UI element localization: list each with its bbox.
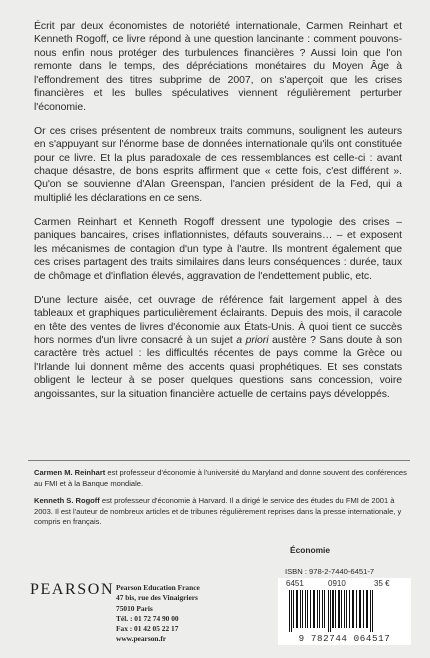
- publisher-address: [116, 583, 200, 645]
- barcode-bar: [344, 590, 345, 628]
- barcode-bar: [291, 590, 292, 632]
- bio-rogoff: [34, 496, 409, 528]
- barcode-bars: [287, 590, 402, 632]
- barcode-bar: [300, 590, 301, 628]
- barcode-bar: [289, 590, 290, 632]
- divider-rule: [28, 460, 410, 461]
- author-bios: [34, 468, 409, 535]
- bio-reinhart: [34, 468, 409, 489]
- publisher-fax: Fax : 01 42 05 22 17: [116, 624, 179, 634]
- bio-name-reinhart: Carmen M. Reinhart: [34, 468, 106, 477]
- barcode-bar: [335, 590, 336, 628]
- barcode-bar: [305, 590, 306, 628]
- barcode-block: [278, 578, 411, 645]
- blurb-text: [34, 20, 402, 412]
- barcode-bar: [317, 590, 318, 628]
- barcode-bar: [341, 590, 342, 628]
- pearson-logo: PEARSON: [30, 581, 115, 598]
- barcode-bar: [346, 590, 347, 628]
- barcode-bar: [293, 590, 294, 628]
- barcode-bar: [313, 590, 315, 628]
- blurb-paragraph-4: [34, 294, 402, 402]
- blurb-paragraph-3: Carmen Reinhart et Kenneth Rogoff dressent une typologie des crises – paniques bancaires, crises inflationnistes, défauts souverains… – et exposent les mécanismes de contagion d'un type à l'autre. Ils montrent également que ces crises partagent des traits similaires dans leurs conséquences : durée, taux de chômage et d'inflation élevés, aggravation de l'endettement public, etc.: [34, 216, 402, 282]
- barcode-code-left: 6451: [286, 579, 304, 588]
- barcode-bar: [324, 590, 325, 628]
- barcode-bar: [328, 590, 329, 632]
- barcode-bar: [349, 590, 350, 628]
- barcode-bar: [372, 590, 373, 632]
- blurb-paragraph-1: Écrit par deux économistes de notoriété internationale, Carmen Reinhart et Kenneth Rogoff, ce livre répond à une question lancinante : comment pouvons-nous enfin nous protéger des turbulences financières ? Aussi loin que l'on remonte dans le temps, des dépréciations monétaires du Moyen Âge à l'effondrement des titres subprime de 2007, on s'aperçoit que les crises financières et les bulles spéculatives viennent régulièrement perturber l'économie.: [34, 21, 402, 113]
- barcode-bar: [366, 590, 368, 628]
- isbn-label: ISBN : 978-2-7440-6451-7: [285, 567, 375, 576]
- publisher-street: 47 bis, rue des Vinaigriers: [116, 593, 198, 603]
- bio-text-rogoff: est professeur d'économie à Harvard. Il a dirigé le service des études du FMI de 2001 à 2003. Il est l'auteur de nombreux articles et de tribunes régulièrement reprises dans la presse internationale, y compris en français.: [34, 496, 402, 527]
- bio-name-rogoff: Kenneth S. Rogoff: [34, 496, 100, 506]
- blurb-p4-text-a: D'une lecture aisée, cet ouvrage de référence fait largement appel à des tableaux et graphiques particulièrement éclairants. Depuis des mois, il caracole en tête des ventes de livres d'économie aux États-Unis. À quoi tient ce succès hors normes d'un livre consacré à un sujet: [34, 294, 402, 347]
- publisher-web: www.pearson.fr: [116, 634, 167, 644]
- publisher-city: 75010 Paris: [116, 603, 153, 613]
- barcode-bar: [359, 590, 361, 628]
- barcode-bar: [332, 590, 334, 628]
- barcode-bar: [370, 590, 371, 632]
- publisher-name: Pearson Education France: [116, 583, 200, 592]
- barcode-price: 35 €: [374, 579, 390, 588]
- category-label: Économie: [290, 545, 331, 555]
- barcode-bar: [330, 590, 331, 632]
- blurb-paragraph-2: Or ces crises présentent de nombreux traits communs, soulignent les auteurs en s'appuyant sur l'énorme base de données internationale qu'ils ont constituée pour ce livre. Et la plus paradoxale de ces ressemblances est celle-ci : avant chaque désastre, de bons esprits affirment que « cette fois, c'est différent ». Qu'on se souvienne d'Alan Greenspan, l'ancien président de la Fed, qui a multiplié les déclarations en ce sens.: [34, 125, 402, 204]
- barcode-bar: [363, 590, 364, 628]
- barcode-bar: [322, 590, 323, 628]
- barcode-bar: [302, 590, 303, 628]
- barcode-bar: [310, 590, 311, 628]
- barcode-bar: [338, 590, 340, 628]
- bio-text-reinhart: est professeur d'économie à l'université du Maryland and donne souvent des conférences au FMI et à la Banque mondiale.: [34, 468, 407, 488]
- blurb-p4-text-b: austère ? Sans doute à son caractère très actuel : les difficultés récentes de pays comme la Grèce ou l'Irlande lui donnent même des accents quasi prophétiques. Et ses constats obligent le lecteur à se poser quelques questions sans concession, voire angoissantes, sur la situation financière actuelle de certains pays développés.: [34, 335, 402, 400]
- barcode-bar: [296, 590, 298, 628]
- barcode-code-mid: 0910: [328, 579, 346, 588]
- barcode-bar: [307, 590, 308, 628]
- publisher-tel: Tél. : 01 72 74 90 00: [116, 613, 179, 623]
- barcode-bar: [319, 590, 320, 628]
- barcode-bar: [356, 590, 357, 628]
- barcode-digits: 9 782744 064517: [298, 633, 391, 644]
- blurb-p4-italic: a priori: [236, 335, 269, 347]
- barcode-bar: [352, 590, 354, 628]
